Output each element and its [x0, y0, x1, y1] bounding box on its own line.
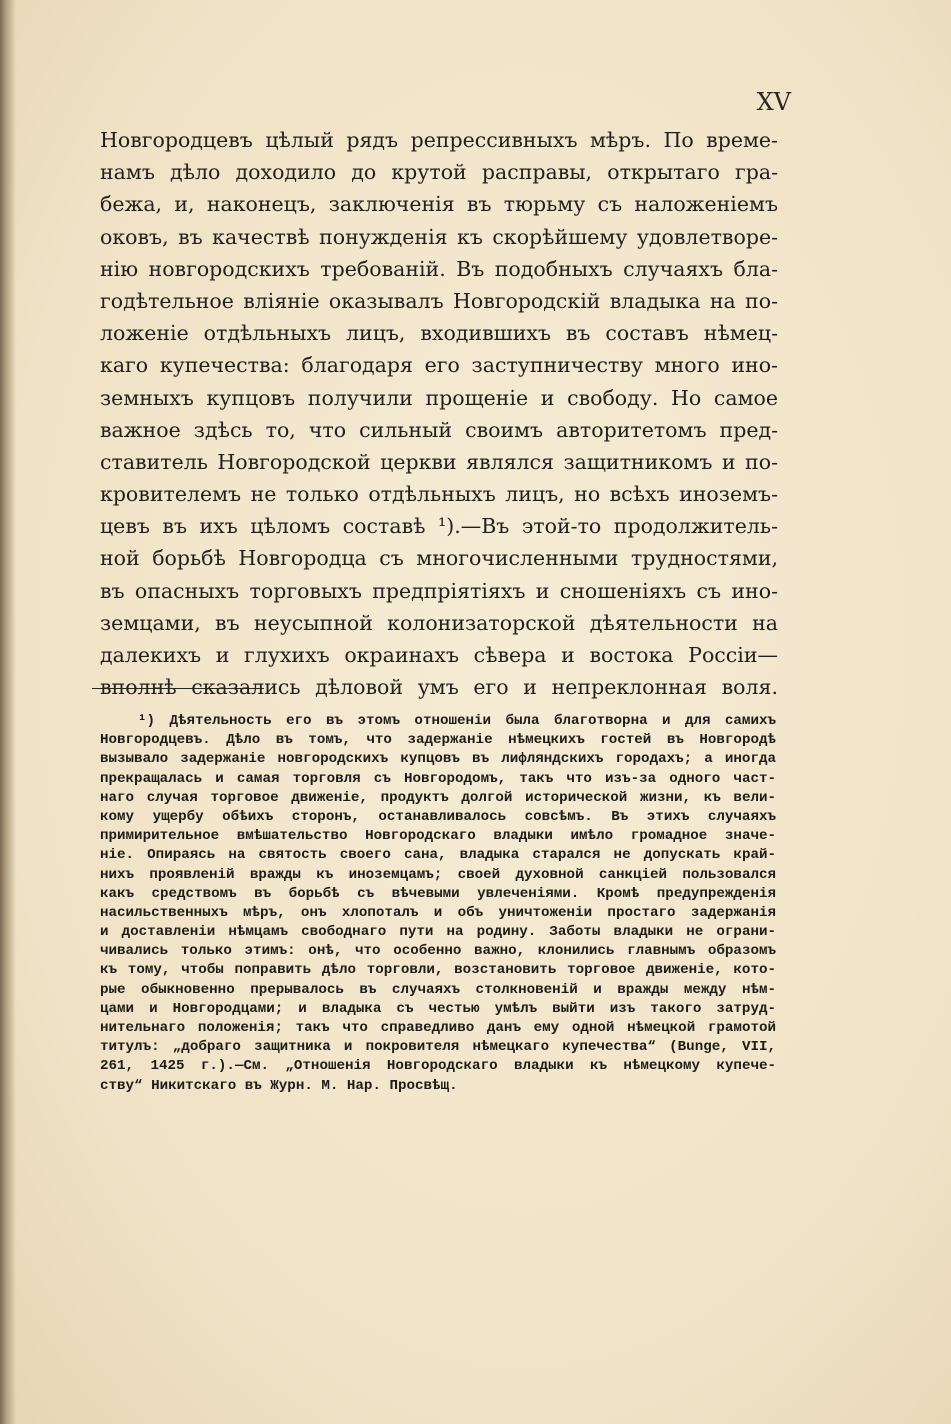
footnote-line: какъ средствомъ въ борьбѣ съ вѣчевыми увлеченіями. Кромѣ предупрежденія	[100, 885, 776, 902]
footnote-block	[100, 712, 776, 1096]
main-text-line: въ опасныхъ торговыхъ предпріятіяхъ и сношеніяхъ съ ино-	[100, 578, 778, 603]
main-text-line: важное здѣсь то, что сильный своимъ авторитетомъ пред-	[100, 417, 778, 442]
main-text-line: вполнѣ сказались дѣловой умъ его и непреклонная воля.	[100, 675, 778, 700]
footnote-line: нихъ проявленій вражды къ иноземцамъ; своей духовной санкціей пользовался	[100, 866, 776, 883]
main-text-line: бежа, и, наконецъ, заключенія въ тюрьму съ наложеніемъ	[100, 192, 778, 217]
main-text-line: земцами, въ неусыпной колонизаторской дѣятельности на	[100, 610, 778, 635]
main-text-line: оковъ, въ качествѣ понужденія къ скорѣйшему удовлетворе-	[100, 224, 778, 249]
main-text-line: ставитель Новгородской церкви являлся защитникомъ и по-	[100, 449, 778, 474]
footnote-line: титулъ: „добраго защитника и покровителя нѣмецкаго купечества“ (Bunge, VII,	[100, 1039, 776, 1056]
footnote-line: и доставленіи нѣмцамъ свободнаго пути на родину. Заботы владыки не ограни-	[100, 924, 776, 941]
footnote-line: ніе. Опираясь на святость своего сана, владыка старался не допускать край-	[100, 847, 776, 864]
footnote-line: примирительное вмѣшательство Новгородскаго владыки имѣло громадное значе-	[100, 828, 776, 845]
footnote-line: 261, 1425 г.).—См. „Отношенія Новгородскаго владыки къ нѣмецкому купече-	[100, 1058, 776, 1075]
main-text-line: ной борьбѣ Новгородца съ многочисленными трудностями,	[100, 546, 778, 571]
main-text-block	[100, 124, 778, 703]
footnote-line: чивались только этимъ: онѣ, что особенно важно, клонились главнымъ образомъ	[100, 943, 776, 960]
footnote-line: ¹) Дѣятельность его въ этомъ отношеніи была благотворна и для самихъ	[138, 713, 776, 729]
footnote-divider	[92, 688, 264, 689]
main-text-line: цевъ въ ихъ цѣломъ составѣ ¹).—Въ этой-то продолжитель-	[100, 514, 778, 539]
footnote-line: ству“ Никитскаго въ Журн. М. Нар. Просвѣщ.	[100, 1077, 458, 1094]
main-text-line: нію новгородскихъ требованій. Въ подобныхъ случаяхъ бла-	[100, 256, 778, 281]
main-text-line: намъ дѣло доходило до крутой расправы, открытаго гра-	[100, 160, 778, 185]
main-text-line: ложеніе отдѣльныхъ лицъ, входившихъ въ составъ нѣмец-	[100, 321, 778, 346]
footnote-line: прекращалась и самая торговля съ Новгородомъ, такъ что изъ-за одного част-	[100, 770, 776, 787]
footnote-line: цами и Новгородцами; и владыка съ честью умѣлъ выйти изъ такого затруд-	[100, 1000, 776, 1017]
page-number: XV	[756, 88, 791, 116]
footnote-line: рые обыкновенно прерывалось въ случаяхъ столкновеній и вражды между нѣм-	[100, 981, 776, 998]
footnote-line: нительнаго положенія; такъ что справедливо данъ ему одной нѣмецкой грамотой	[100, 1020, 776, 1036]
main-text-line: далекихъ и глухихъ окраинахъ сѣвера и востока Россіи—	[100, 643, 778, 667]
page-gutter-shadow	[0, 0, 16, 1424]
footnote-line: вызывало задержаніе новгородскихъ купцовъ въ лифляндскихъ городахъ; а иногда	[100, 751, 776, 768]
main-text-line: кровителемъ не только отдѣльныхъ лицъ, но всѣхъ иноземъ-	[100, 482, 778, 507]
footnote-line: наго случая торговое движеніе, продуктъ долгой исторической жизни, къ вели-	[100, 789, 776, 806]
main-text-line: Новгородцевъ цѣлый рядъ репрессивныхъ мѣръ. По време-	[100, 128, 778, 152]
footnote-line: насильственныхъ мѣръ, онъ хлопоталъ и объ уничтоженіи простаго задержанія	[100, 904, 776, 921]
footnote-line: кому ущербу обѣихъ сторонъ, останавливалось совсѣмъ. Въ этихъ случаяхъ	[100, 808, 776, 825]
main-text-line: годѣтельное вліяніе оказывалъ Новгородскій владыка на по-	[100, 288, 778, 313]
footnote-line: къ тому, чтобы поправить дѣло торговли, возстановить торговое движеніе, кото-	[100, 962, 776, 979]
main-text-line: каго купечества: благодаря его заступничеству много ино-	[100, 353, 778, 378]
main-text-line: земныхъ купцовъ получили прощеніе и свободу. Но самое	[100, 385, 778, 410]
footnote-line: Новгородцевъ. Дѣло въ томъ, что задержаніе нѣмецкихъ гостей въ Новгородѣ	[100, 732, 776, 749]
